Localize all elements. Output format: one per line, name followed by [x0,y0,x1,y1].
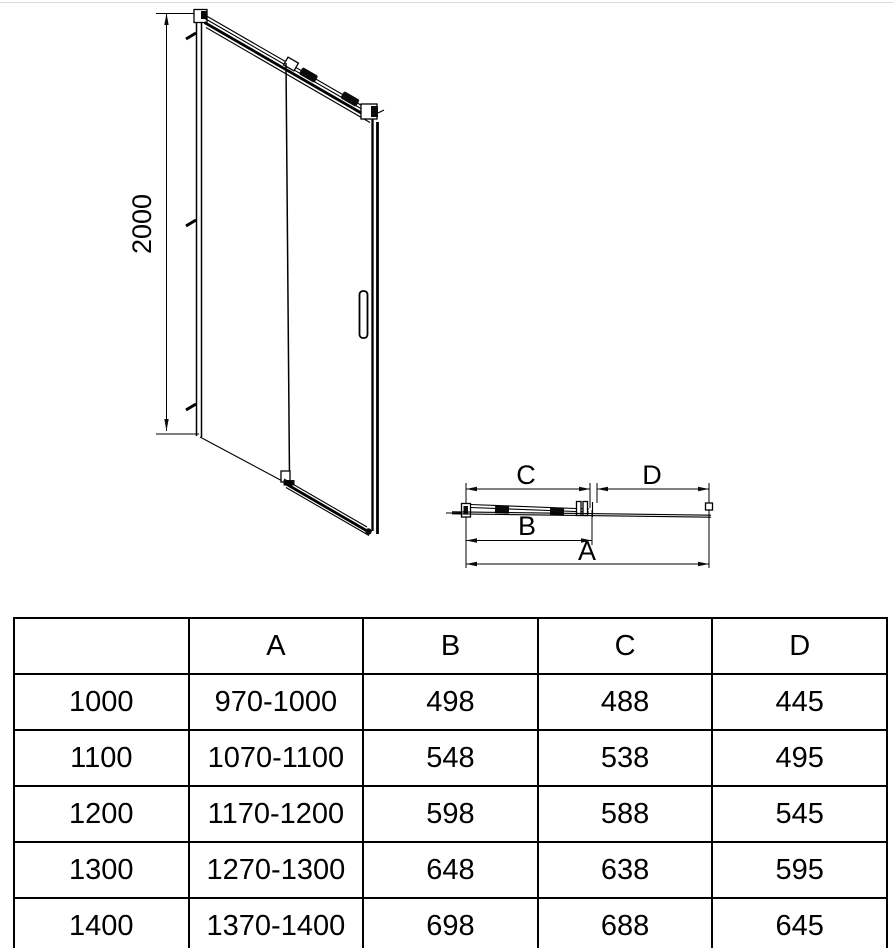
table-header-row [14,618,887,674]
plan-glass-end-block [706,503,713,510]
table-row-1000 [14,674,887,730]
cell-b: 648 [363,842,538,898]
table-row-1100 [14,730,887,786]
door-handle [360,291,368,338]
cell-a: 1370-1400 [189,898,364,948]
dimension-b-label: B [517,511,537,541]
wall-bracket-bottom [186,404,196,410]
dimension-c-label: C [516,460,536,490]
cell-b: 498 [363,674,538,730]
cell-c: 638 [538,842,713,898]
dimension-d-label: D [642,460,662,490]
cell-b: 548 [363,730,538,786]
table-row-1400 [14,898,887,948]
dimension-a-label: A [577,536,597,566]
cell-size: 1100 [14,730,189,786]
arrow-up-icon [164,13,168,25]
wall-profile [186,10,207,438]
bottom-rail-end-cap [365,528,371,534]
door-glass-edge [286,63,290,477]
table-row-1300 [14,842,887,898]
header-cell-d: D [712,618,887,674]
wall-bracket-top [186,33,196,39]
bottom-rail [200,437,372,536]
cell-a: 1070-1100 [189,730,364,786]
cell-c: 688 [538,898,713,948]
dimension-d [597,460,709,491]
arrow-down-icon [164,419,168,431]
roller-right [340,91,360,107]
cell-size: 1200 [14,786,189,842]
header-cell-a: A [189,618,364,674]
height-dimension-label: 2000 [127,193,157,255]
plan-assembly [446,502,713,518]
header-cell-b: B [363,618,538,674]
cell-a: 1270-1300 [189,842,364,898]
cell-c: 538 [538,730,713,786]
cell-d: 545 [712,786,887,842]
table-row-1200 [14,786,887,842]
cell-size: 1300 [14,842,189,898]
cell-d: 445 [712,674,887,730]
cell-size: 1400 [14,898,189,948]
cell-a: 1170-1200 [189,786,364,842]
cell-c: 588 [538,786,713,842]
wall-bracket-middle [186,220,196,226]
plan-view-drawing [446,460,713,568]
top-rail [204,15,384,123]
cell-size: 1000 [14,674,189,730]
header-cell-c: C [538,618,713,674]
cell-c: 488 [538,674,713,730]
header-cell-size [14,618,189,674]
roller-left [299,67,319,83]
cell-a: 970-1000 [189,674,364,730]
size-table [13,617,888,948]
right-frame [373,119,378,534]
dimension-c [466,460,590,491]
plan-roller-right [550,507,564,515]
cell-d: 595 [712,842,887,898]
cell-d: 495 [712,730,887,786]
cell-b: 598 [363,786,538,842]
cell-d: 645 [712,898,887,948]
front-view-drawing [127,10,384,536]
cell-b: 698 [363,898,538,948]
